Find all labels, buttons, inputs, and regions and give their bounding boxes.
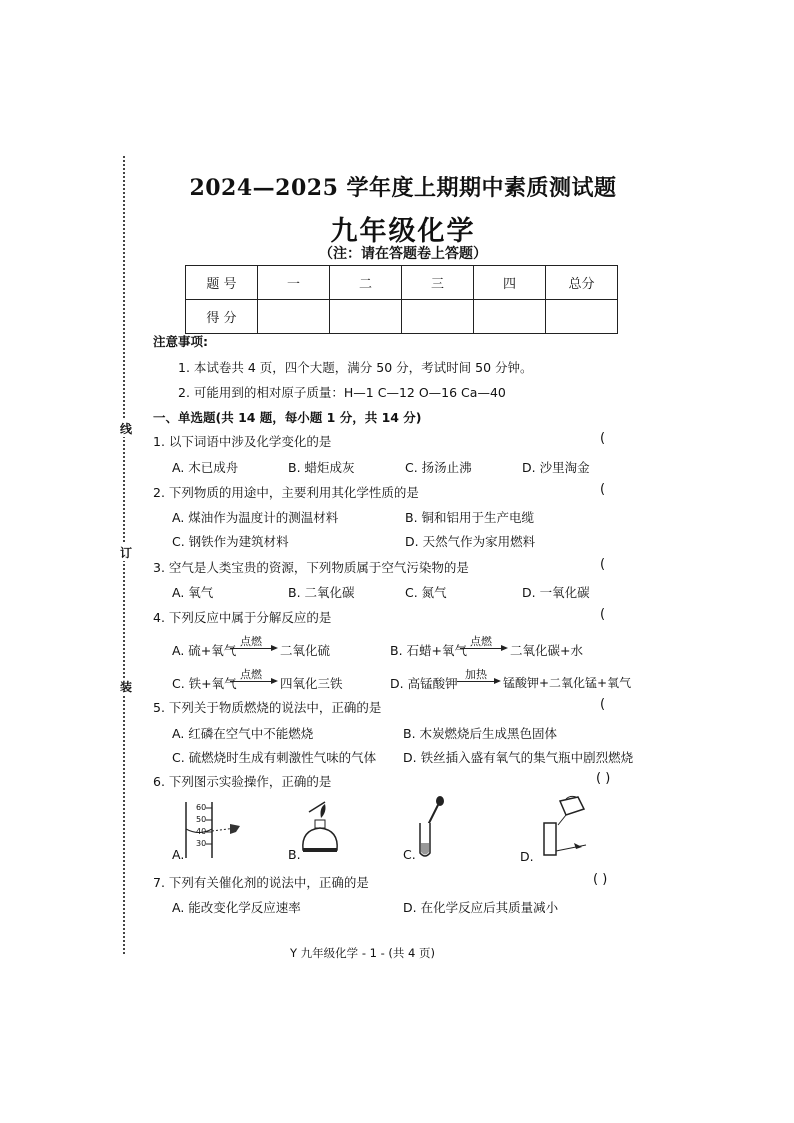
q3-option-a: A. 氧气	[172, 585, 214, 600]
q2-stem: 2. 下列物质的用途中，主要利用其化学性质的是	[153, 485, 419, 500]
q3-option-c: C. 氮气	[405, 585, 447, 600]
score-input-3[interactable]	[402, 300, 474, 334]
score-input-total[interactable]	[546, 300, 618, 334]
q1-option-c: C. 扬汤止沸	[405, 460, 472, 475]
q7-option-d: D. 在化学反应后其质量减小	[403, 900, 559, 915]
q6-option-b-label: B.	[288, 847, 301, 862]
q4-answer-paren[interactable]: (	[600, 607, 606, 622]
q6-stem: 6. 下列图示实验操作，正确的是	[153, 774, 332, 789]
q6-scale-60: 60	[196, 803, 207, 812]
score-cell-2: 二	[330, 266, 402, 300]
q4-option-d-reactants: D. 高锰酸钾	[390, 676, 458, 691]
binding-char-ding: 订	[120, 546, 133, 560]
q1-stem: 1. 以下词语中涉及化学变化的是	[153, 434, 332, 449]
q3-answer-paren[interactable]: (	[600, 557, 606, 572]
q4-option-c-arrow	[230, 681, 276, 682]
score-cell-1: 一	[258, 266, 330, 300]
q6-option-d-label: D.	[520, 849, 534, 864]
score-input-4[interactable]	[474, 300, 546, 334]
q4-option-a-reactants: A. 硫+氧气	[172, 643, 237, 658]
q6-option-a-label: A.	[172, 847, 185, 862]
q5-stem: 5. 下列关于物质燃烧的说法中，正确的是	[153, 700, 382, 715]
q6-scale-40: 40	[196, 827, 207, 836]
exam-note: （注：请在答题卷上答题）	[319, 246, 487, 262]
q2-answer-paren[interactable]: (	[600, 482, 606, 497]
score-input-1[interactable]	[258, 300, 330, 334]
notice-item-1: 1. 本试卷共 4 页，四个大题，满分 50 分，考试时间 50 分钟。	[178, 360, 533, 375]
q4-option-d-products: 锰酸钾+二氧化锰+氧气	[503, 676, 632, 690]
q4-option-b-products: 二氧化碳+水	[510, 643, 583, 658]
q4-option-a-products: 二氧化硫	[280, 643, 331, 658]
score-row-label: 得 分	[186, 300, 258, 334]
q6-figure-c-dropper-test-tube	[410, 795, 450, 860]
exam-title: 2024—2025 学年度上期期中素质测试题	[189, 175, 617, 201]
binding-char-xian: 线	[120, 422, 133, 436]
q5-option-a: A. 红磷在空气中不能燃烧	[172, 726, 314, 741]
q4-option-d-condition: 加热	[465, 668, 487, 681]
score-cell-3: 三	[402, 266, 474, 300]
score-cell-label: 题 号	[186, 266, 258, 300]
score-cell-4: 四	[474, 266, 546, 300]
q5-option-d: D. 铁丝插入盛有氧气的集气瓶中剧烈燃烧	[403, 750, 634, 765]
q4-option-c-products: 四氧化三铁	[280, 676, 343, 691]
q4-option-c-condition: 点燃	[240, 668, 262, 681]
q1-answer-paren[interactable]: (	[600, 431, 606, 446]
q5-option-b: B. 木炭燃烧后生成黑色固体	[403, 726, 558, 741]
q4-option-a-condition: 点燃	[240, 635, 262, 648]
score-table-header-row	[186, 266, 618, 300]
q5-option-c: C. 硫燃烧时生成有刺激性气味的气体	[172, 750, 377, 765]
q4-option-b-condition: 点燃	[470, 635, 492, 648]
score-table-score-row	[186, 300, 618, 334]
q6-scale-30: 30	[196, 839, 207, 848]
q1-option-a: A. 木已成舟	[172, 460, 239, 475]
section1-heading: 一、单选题(共 14 题，每小题 1 分，共 14 分)	[153, 410, 422, 425]
q4-option-a-arrow	[230, 648, 276, 649]
q3-option-d: D. 一氧化碳	[522, 585, 590, 600]
q4-stem: 4. 下列反应中属于分解反应的是	[153, 610, 332, 625]
q2-option-b: B. 铜和铝用于生产电缆	[405, 510, 535, 525]
q2-option-c: C. 钢铁作为建筑材料	[172, 534, 289, 549]
score-cell-total: 总分	[546, 266, 618, 300]
q6-option-c-label: C.	[403, 847, 416, 862]
q6-figure-d-pouring-liquid	[530, 795, 595, 860]
score-table	[185, 265, 618, 334]
q3-option-b: B. 二氧化碳	[288, 585, 355, 600]
q1-option-d: D. 沙里淘金	[522, 460, 590, 475]
q7-answer-paren[interactable]: ( )	[593, 872, 608, 887]
q7-option-a: A. 能改变化学反应速率	[172, 900, 301, 915]
q2-option-a: A. 煤油作为温度计的测温材料	[172, 510, 339, 525]
q7-stem: 7. 下列有关催化剂的说法中，正确的是	[153, 875, 369, 890]
notice-item-2: 2. 可能用到的相对原子质量：H—1 C—12 O—16 Ca—40	[178, 385, 506, 400]
page-footer: Y 九年级化学 - 1 - (共 4 页)	[290, 946, 436, 960]
q4-option-b-arrow	[460, 648, 506, 649]
q1-option-b: B. 蜡炬成灰	[288, 460, 355, 475]
q4-option-d-arrow	[457, 681, 499, 682]
q2-option-d: D. 天然气作为家用燃料	[405, 534, 536, 549]
q4-option-c-reactants: C. 铁+氧气	[172, 676, 237, 691]
q5-answer-paren[interactable]: (	[600, 697, 606, 712]
exam-subtitle: 九年级化学	[330, 216, 476, 247]
binding-char-zhuang: 装	[120, 680, 133, 694]
notice-title: 注意事项:	[153, 334, 208, 349]
q3-stem: 3. 空气是人类宝贵的资源，下列物质属于空气污染物的是	[153, 560, 469, 575]
q4-option-b-reactants: B. 石蜡+氧气	[390, 643, 467, 658]
q6-figure-b-alcohol-lamp	[295, 800, 345, 860]
score-input-2[interactable]	[330, 300, 402, 334]
q6-answer-paren[interactable]: ( )	[596, 771, 611, 786]
q6-figure-a-graduated-cylinder	[178, 800, 248, 860]
q6-scale-50: 50	[196, 815, 207, 824]
